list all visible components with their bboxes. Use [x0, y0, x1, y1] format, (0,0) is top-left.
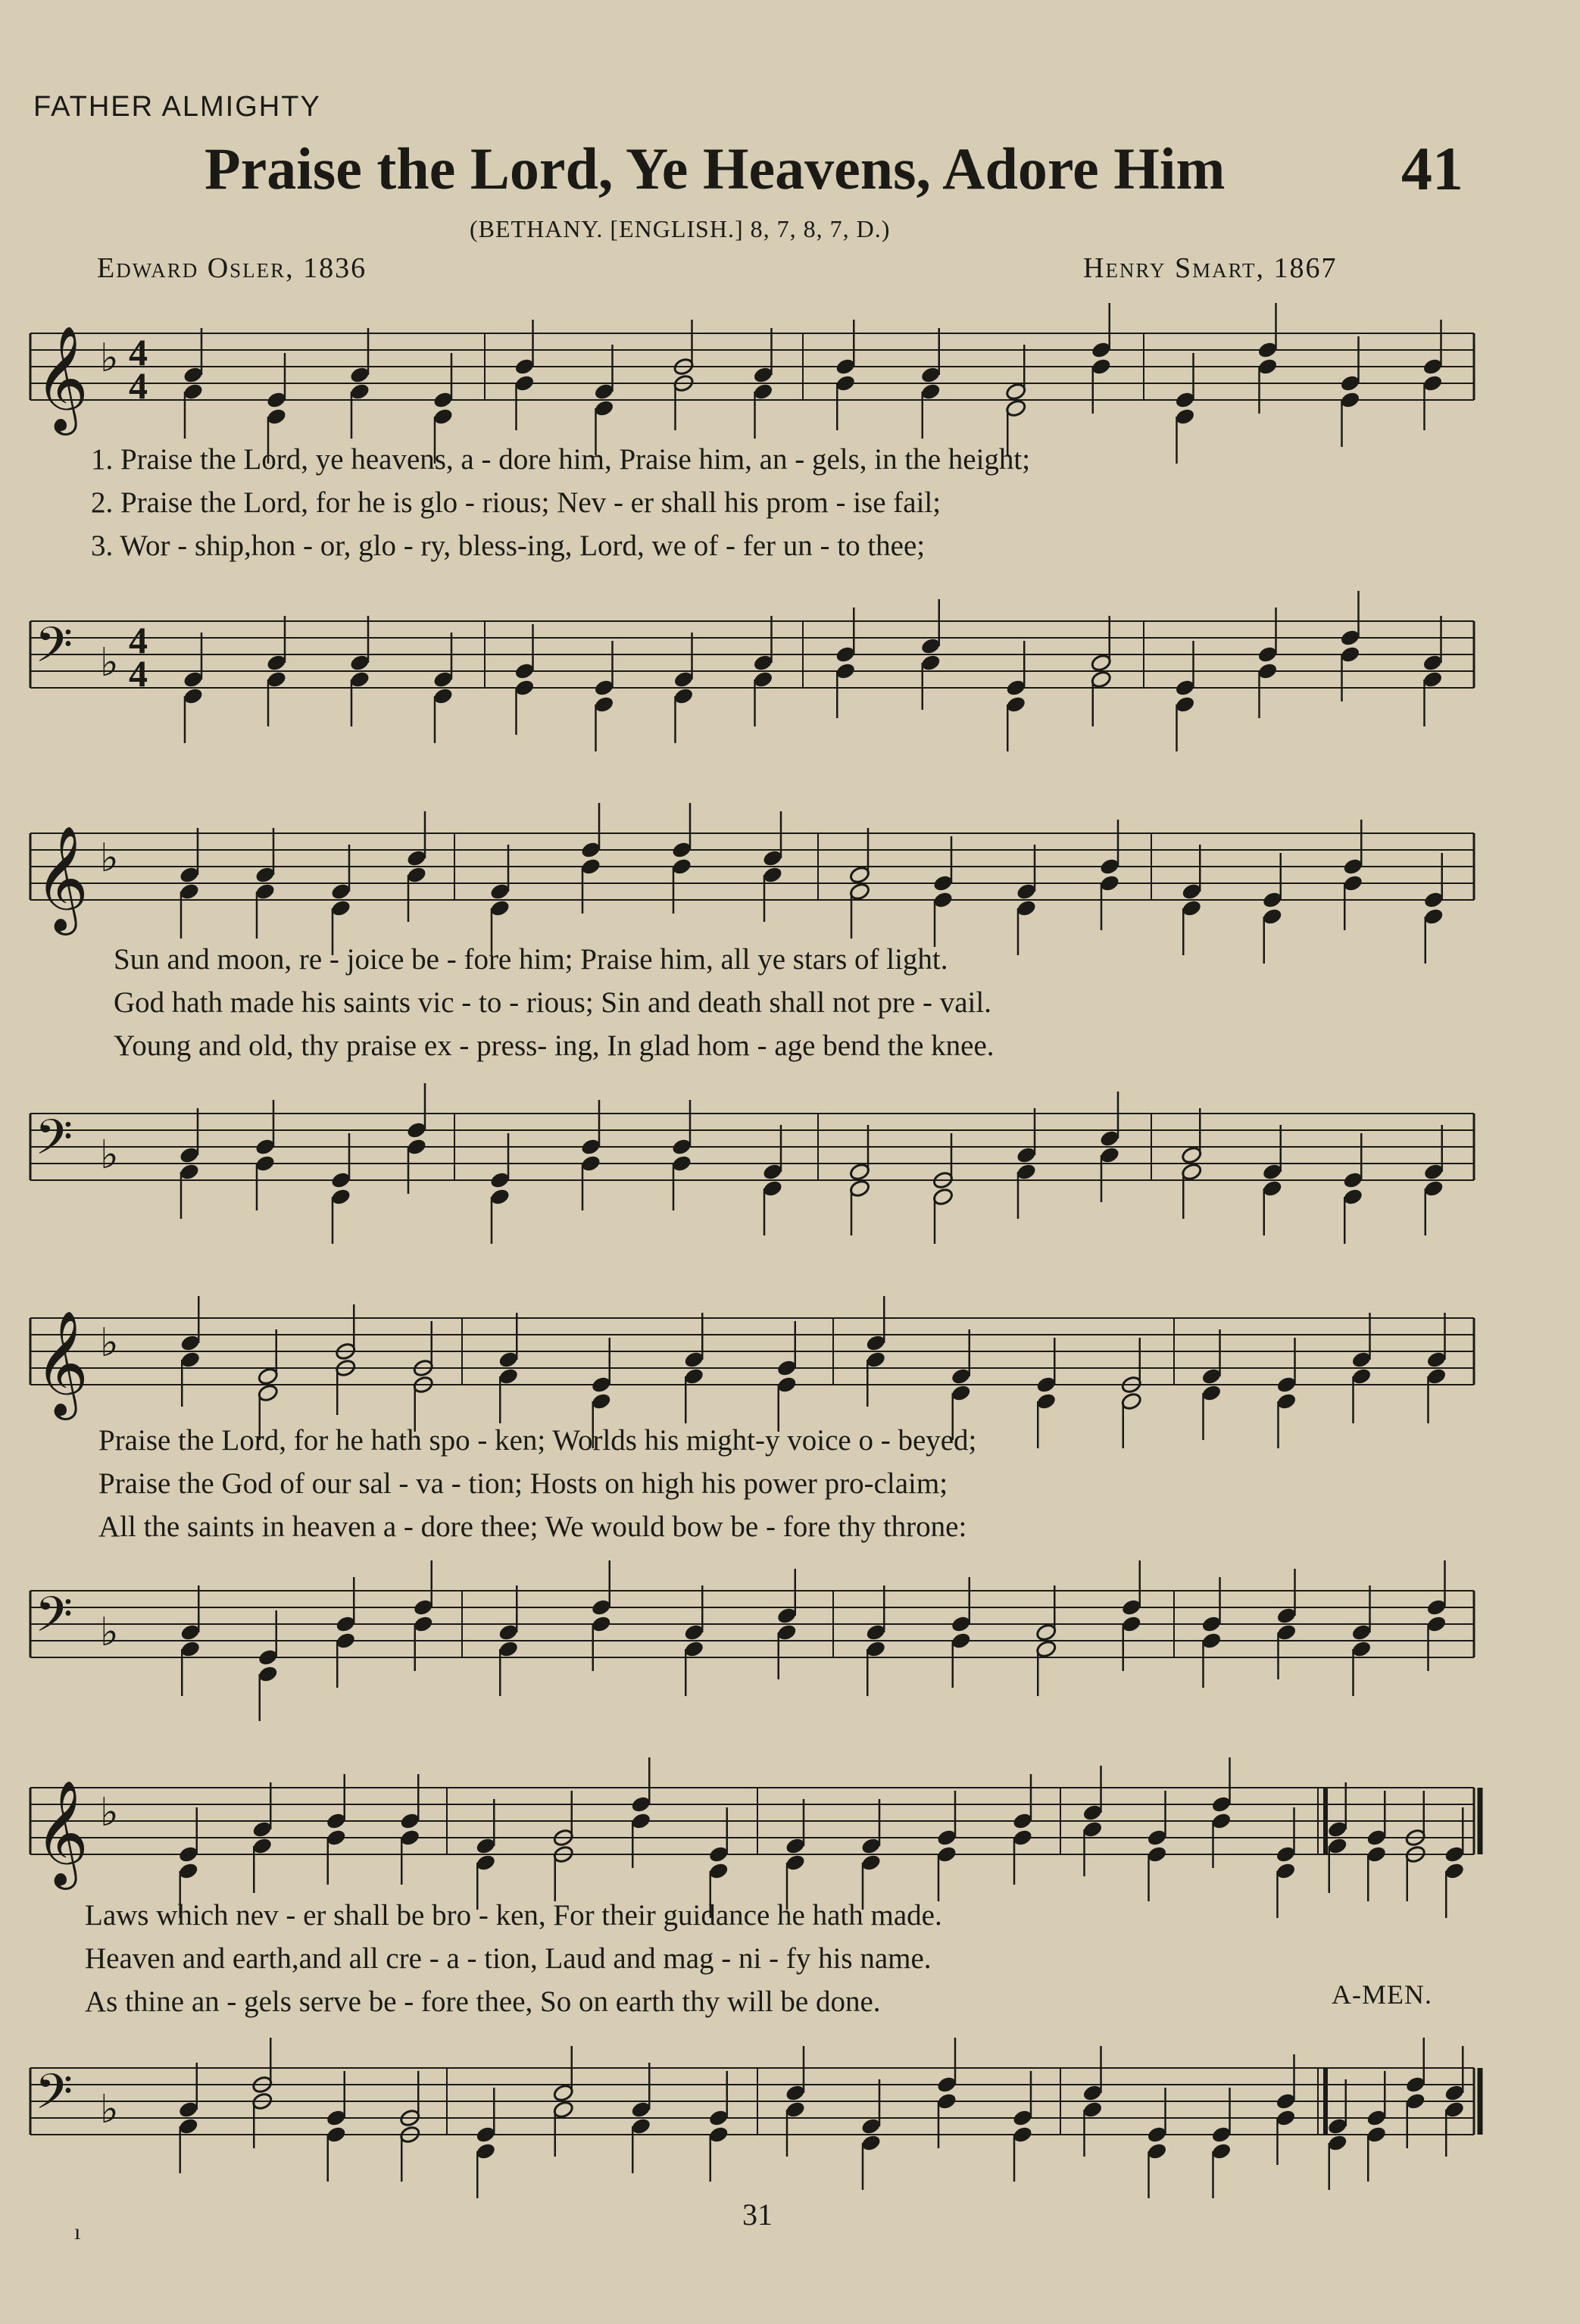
author-credit: Edward Osler, 1836 [97, 252, 367, 284]
footer-mark: ı [74, 2219, 81, 2244]
flat-key-signature-icon: ♭ [100, 640, 119, 686]
treble-staff [0, 1288, 1580, 1439]
bass-clef-icon: 𝄢 [35, 617, 73, 686]
treble-staff [0, 303, 1580, 454]
section-heading: FATHER ALMIGHTY [33, 91, 321, 123]
time-signature-top: 4 [129, 331, 148, 373]
lyric-line: Laws which nev - er shall be bro - ken, For their guidance he hath made. [85, 1899, 942, 1932]
lyric-line: Sun and moon, re - joice be - fore him; Praise him, all ye stars of light. [114, 943, 948, 976]
bass-clef-icon: 𝄢 [35, 1110, 73, 1178]
flat-key-signature-icon: ♭ [100, 1132, 119, 1178]
time-signature-top: 4 [129, 619, 148, 661]
lyric-line: Heaven and earth,and all cre - a - tion, Laud and mag - ni - fy his name. [85, 1942, 932, 1975]
flat-key-signature-icon: ♭ [100, 836, 119, 881]
amen-label: A-MEN. [1332, 1979, 1432, 2010]
bass-clef-icon: 𝄢 [35, 1587, 73, 1655]
flat-key-signature-icon: ♭ [100, 1320, 119, 1366]
hymn-number: 41 [1401, 134, 1463, 203]
flat-key-signature-icon: ♭ [100, 1790, 119, 1835]
flat-key-signature-icon: ♭ [100, 1610, 119, 1655]
lyrics-block [114, 938, 995, 1067]
lyrics-block [91, 438, 1030, 567]
bass-staff [0, 1560, 1580, 1712]
bass-staff [0, 591, 1580, 742]
lyric-line: Young and old, thy praise ex - press- ing, In glad hom - age bend the knee. [114, 1029, 995, 1062]
lyric-line: 3. Wor - ship,hon - or, glo - ry, bless-ing, Lord, we of - fer un - to thee; [91, 529, 926, 562]
lyric-line: As thine an - gels serve be - fore thee, So on earth thy will be done. [85, 1985, 881, 2018]
treble-clef-icon: 𝄞 [35, 1780, 89, 1885]
time-signature-bottom: 4 [129, 364, 148, 407]
treble-clef-icon: 𝄞 [35, 1310, 89, 1416]
bass-clef-icon: 𝄢 [35, 2064, 73, 2132]
tune-info: (BETHANY. [ENGLISH.] 8, 7, 8, 7, D.) [470, 215, 891, 242]
bass-staff [0, 1083, 1580, 1235]
staff-group [30, 591, 1474, 751]
treble-clef-icon: 𝄞 [35, 826, 89, 931]
lyric-line: God hath made his saints vic - to - rious; Sin and death shall not pre - vail. [114, 986, 991, 1019]
lyric-line: All the saints in heaven a - dore thee; We would bow be - fore thy throne: [98, 1510, 967, 1543]
flat-key-signature-icon: ♭ [100, 336, 119, 381]
lyric-line: Praise the Lord, for he hath spo - ken; Worlds his might-y voice o - beyed; [98, 1424, 977, 1457]
lyric-line: 2. Praise the Lord, for he is glo - rious; Nev - er shall his prom - ise fail; [91, 486, 941, 519]
staff-group [30, 1083, 1474, 1244]
staff-group [30, 2038, 1480, 2198]
staff-group [30, 1560, 1474, 1721]
flat-key-signature-icon: ♭ [100, 2087, 119, 2132]
hymn-title: Praise the Lord, Ye Heavens, Adore Him [205, 136, 1226, 201]
treble-staff [0, 1757, 1580, 1909]
treble-clef-icon: 𝄞 [35, 326, 89, 431]
lyrics-block [98, 1419, 976, 1548]
treble-staff [0, 803, 1580, 954]
lyric-line: Praise the God of our sal - va - tion; Hosts on high his power pro-claim; [98, 1467, 948, 1500]
lyric-line: 1. Praise the Lord, ye heavens, a - dore him, Praise him, an - gels, in the height; [91, 443, 1031, 476]
bass-staff [0, 2038, 1580, 2189]
composer-credit: Henry Smart, 1867 [1083, 252, 1338, 284]
page-number: 31 [742, 2197, 773, 2232]
lyrics-block [85, 1894, 942, 2023]
time-signature-bottom: 4 [129, 652, 148, 695]
